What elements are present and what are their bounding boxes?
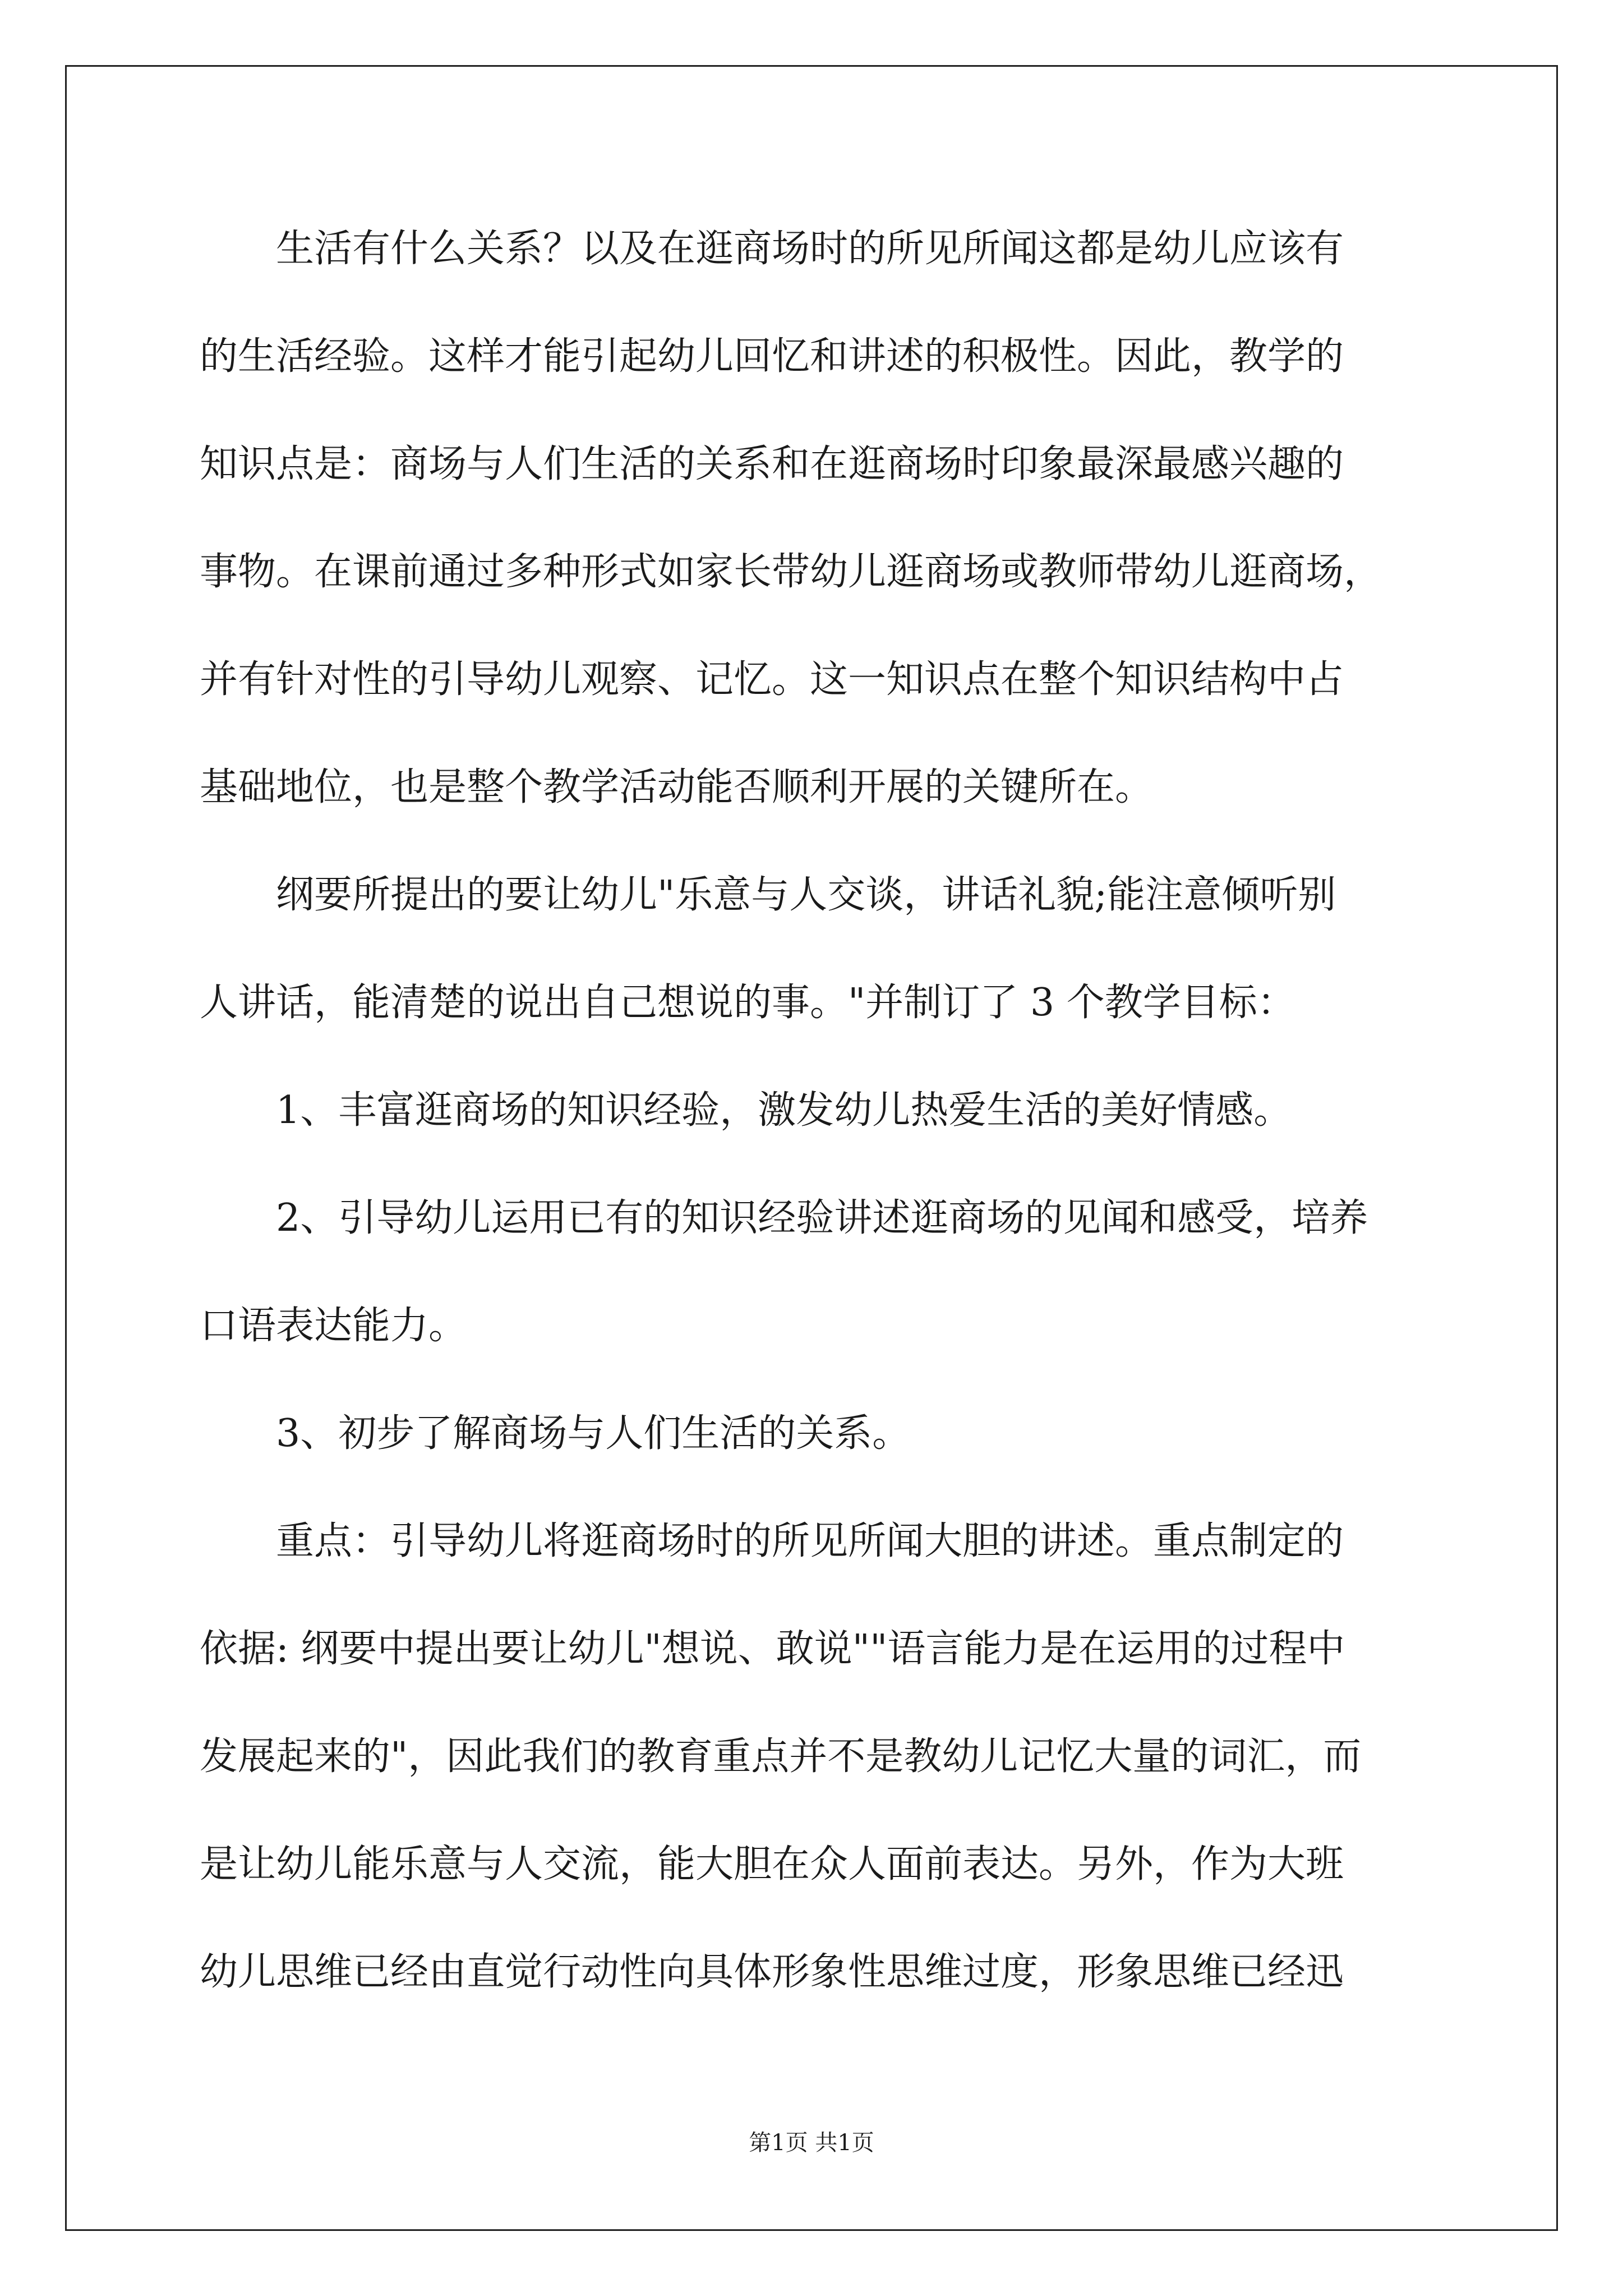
text-line: 1、丰富逛商场的知识经验，激发幼儿热爱生活的美好情感。: [276, 1088, 1292, 1133]
text-line: 口语表达能力。: [200, 1304, 467, 1348]
text-line: 纲要所提出的要让幼儿"乐意与人交谈，讲话礼貌;能注意倾听别: [276, 873, 1336, 917]
text-line: 依据: 纲要中提出要让幼儿"想说、敢说""语言能力是在运用的过程中: [200, 1627, 1345, 1671]
text-line: 并有针对性的引导幼儿观察、记忆。这一知识点在整个知识结构中占: [200, 657, 1344, 702]
page-number-footer: 第1页 共1页: [749, 2130, 874, 2156]
page-border: [65, 65, 1558, 2231]
text-line: 生活有什么关系？以及在逛商场时的所见所闻这都是幼儿应该有: [276, 227, 1344, 271]
text-line: 2、引导幼儿运用已有的知识经验讲述逛商场的见闻和感受，培养: [276, 1196, 1368, 1240]
text-line: 幼儿思维已经由直觉行动性向具体形象性思维过度，形象思维已经迅: [200, 1950, 1344, 1994]
text-line: 人讲话，能清楚的说出自己想说的事。"并制订了 3 个教学目标：: [200, 981, 1295, 1025]
text-line: 是让幼儿能乐意与人交流，能大胆在众人面前表达。另外，作为大班: [200, 1842, 1344, 1887]
text-line: 基础地位，也是整个教学活动能否顺利开展的关键所在。: [200, 765, 1154, 809]
text-line: 的生活经验。这样才能引起幼儿回忆和讲述的积极性。因此，教学的: [200, 334, 1344, 379]
text-line: 发展起来的"，因此我们的教育重点并不是教幼儿记忆大量的词汇，而: [200, 1734, 1362, 1779]
text-line: 重点：引导幼儿将逛商场时的所见所闻大胆的讲述。重点制定的: [276, 1519, 1344, 1563]
text-line: 事物。在课前通过多种形式如家长带幼儿逛商场或教师带幼儿逛商场，: [200, 550, 1382, 594]
text-line: 知识点是：商场与人们生活的关系和在逛商场时印象最深最感兴趣的: [200, 442, 1344, 486]
text-line: 3、初步了解商场与人们生活的关系。: [276, 1411, 911, 1456]
